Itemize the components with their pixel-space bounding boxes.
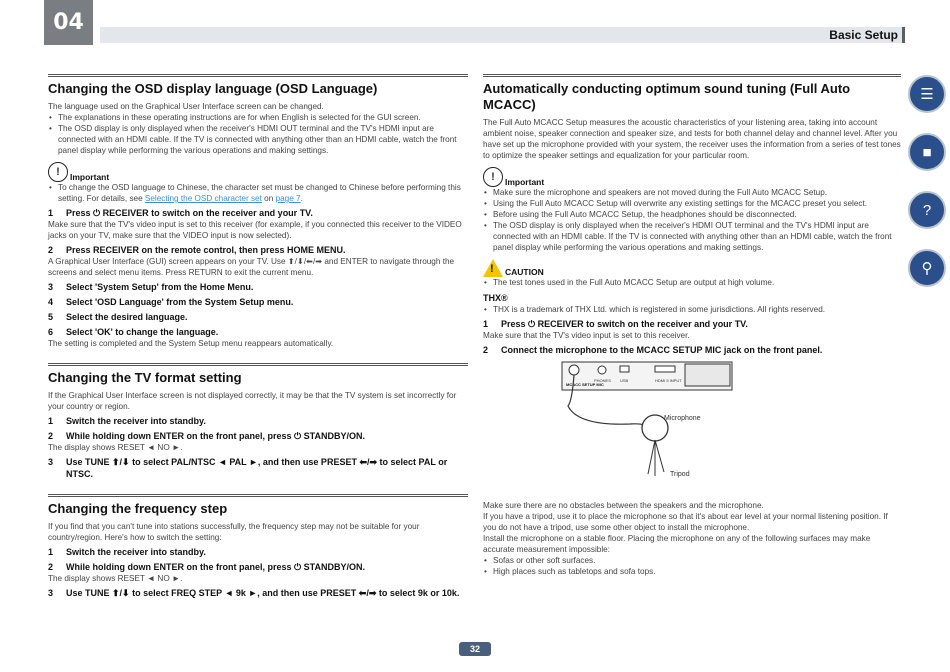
freq-section <box>48 494 468 599</box>
step: 1 Press ⏻ RECEIVER to switch on the receiver and your TV. <box>48 208 313 218</box>
after-note: If you have a tripod, use it to place the microphone so that it's about ear level at your normal listening position. If you do not have a tripod, use some other object to install the microphone. <box>483 512 888 532</box>
thx-bullet: • THX is a trademark of THX Ltd. which is registered in some jurisdictions. All rights reserved. <box>483 304 901 315</box>
step: 6 Select 'OK' to change the language. <box>48 327 219 337</box>
important-bullet: • The OSD display is only displayed when the receiver's HDMI OUT terminal and the TV's HDMI input are connected with an HDMI cable. If the TV is connected with anything other than an HDMI cable, watch the front panel display while performing the various operations and making settings. <box>483 220 901 253</box>
freq-title: Changing the frequency step <box>48 501 228 516</box>
osd-intro: The language used on the Graphical User Interface screen can be changed. <box>48 102 324 111</box>
important-bullet: • Make sure the microphone and speakers are not moved during the Full Auto MCACC Setup. <box>483 187 901 198</box>
after-note: Install the microphone on a stable floor. Placing the microphone on any of the following surfaces may make accurate measurement impossible: <box>483 534 871 554</box>
search-icon[interactable]: ⚲ <box>908 249 946 287</box>
panel-door <box>685 364 730 386</box>
step-note: The display shows RESET ◄ NO ►. <box>48 443 183 452</box>
mic-jack <box>569 365 579 375</box>
important-bullet: • To change the OSD language to Chinese, the character set must be changed to Chinese before performing this setting. For details, see Selecting the OSD character set on page 7. <box>48 182 468 204</box>
tripod-label: Tripod <box>670 471 690 478</box>
osd-section <box>48 74 468 349</box>
microphone-label: Microphone <box>664 415 701 422</box>
step: 2 Press RECEIVER on the remote control, then press HOME MENU. <box>48 245 346 255</box>
osd-charset-link[interactable]: Selecting the OSD character set <box>144 194 262 203</box>
important-icon: ! <box>483 167 503 187</box>
side-navigation <box>908 75 946 307</box>
step-note: A Graphical User Interface (GUI) screen appears on your TV. Use ⬆/⬇/⬅/➡ and ENTER to navigate through the screens and select menu items. Press RETURN to exit the current menu. <box>48 257 455 277</box>
thx-label: THX® <box>483 293 508 303</box>
step-note: Make sure that the TV's video input is set to this receiver. <box>483 331 690 340</box>
important-bullet: • Using the Full Auto MCACC Setup will overwrite any existing settings for the MCACC preset you select. <box>483 198 901 209</box>
important-icon: ! <box>48 162 68 182</box>
important-bullet: • Before using the Full Auto MCACC Setup, the headphones should be disconnected. <box>483 209 901 220</box>
step: 3 Use TUNE ⬆/⬇ to select PAL/NTSC ◄ PAL ►, and then use PRESET ⬅/➡ to select PAL or NTSC. <box>48 457 448 479</box>
page-title: Basic Setup <box>829 28 898 42</box>
surface-bullet: • Sofas or other soft surfaces. <box>483 555 901 566</box>
usb-port <box>620 366 629 372</box>
left-column <box>48 74 468 605</box>
tripod-leg <box>655 440 664 472</box>
after-note: Make sure there are no obstacles between the speakers and the microphone. <box>483 501 764 510</box>
mcacc-section <box>483 74 901 356</box>
book-icon[interactable]: ☰ <box>908 75 946 113</box>
step-note: The setting is completed and the System Setup menu reappears automatically. <box>48 339 334 348</box>
important-note <box>48 162 468 182</box>
osd-title: Changing the OSD display language (OSD Language) <box>48 81 378 96</box>
caution-bullet: • The test tones used in the Full Auto MCACC Setup are output at high volume. <box>483 277 901 288</box>
mcacc-intro: The Full Auto MCACC Setup measures the acoustic characteristics of your listening area, taking into account ambient noise, speaker connection and speaker size, and tests for both channel delay and channel level. After you have set up the microphone provided with your system, the receiver uses the information from a series of test tones to optimize the speaker settings and equalization for your particular room. <box>483 118 901 160</box>
tripod-leg <box>648 440 655 474</box>
receiver-icon[interactable]: ■ <box>908 133 946 171</box>
step: 1 Switch the receiver into standby. <box>48 547 206 557</box>
step: 1 Press ⏻ RECEIVER to switch on the receiver and your TV. <box>483 319 748 329</box>
microphone-setup-illustration <box>560 356 760 481</box>
caution-note <box>483 259 901 277</box>
page-link[interactable]: page 7 <box>275 194 301 203</box>
tv-title: Changing the TV format setting <box>48 370 242 385</box>
tv-intro: If the Graphical User Interface screen is not displayed correctly, it may be that the TV system is set incorrectly for your country or region. <box>48 391 457 411</box>
step: 1 Switch the receiver into standby. <box>48 416 206 426</box>
page-number: 32 <box>459 642 491 656</box>
right-column <box>483 74 901 577</box>
important-label: Important <box>70 172 110 182</box>
step: 2 While holding down ENTER on the front panel, press ⏻ STANDBY/ON. <box>48 562 365 572</box>
freq-intro: If you find that you can't tune into stations successfully, the frequency step may not be suitable for your country/region. Here's how to switch the setting: <box>48 522 420 542</box>
surface-bullet: • High places such as tabletops and sofa tops. <box>483 566 901 577</box>
step-note: Make sure that the TV's video input is set to this receiver (for example, if you connected this receiver to the VIDEO jacks on your TV, make sure that the VIDEO input is now selected). <box>48 220 462 240</box>
caution-icon: ! <box>483 259 503 277</box>
important-label: Important <box>505 177 545 187</box>
step: 3 Select 'System Setup' from the Home Menu. <box>48 282 254 292</box>
hdmi-label: HDMI 5 INPUT <box>655 378 682 383</box>
chapter-number: 04 <box>44 0 93 45</box>
phones-jack <box>598 366 606 374</box>
caution-label: CAUTION <box>505 267 544 277</box>
step-note: The display shows RESET ◄ NO ►. <box>48 574 183 583</box>
important-note <box>483 167 901 187</box>
hdmi-port <box>655 366 675 372</box>
mcacc-title: Automatically conducting optimum sound tuning (Full Auto MCACC) <box>483 81 851 112</box>
step: 2 While holding down ENTER on the front panel, press ⏻ STANDBY/ON. <box>48 431 365 441</box>
phones-label: PHONES <box>594 378 611 383</box>
step: 2 Connect the microphone to the MCACC SETUP MIC jack on the front panel. <box>483 345 823 355</box>
step: 3 Use TUNE ⬆/⬇ to select FREQ STEP ◄ 9k ►, and then use PRESET ⬅/➡ to select 9k or 10k. <box>48 588 460 598</box>
tv-section <box>48 363 468 480</box>
mcacc-jack-label: MCACC SETUP MIC <box>566 382 604 387</box>
step: 4 Select 'OSD Language' from the System Setup menu. <box>48 297 294 307</box>
usb-label: USB <box>620 378 629 383</box>
step: 5 Select the desired language. <box>48 312 188 322</box>
osd-bullet: • The OSD display is only displayed when the receiver's HDMI OUT terminal and the TV's HDMI input are connected with an HDMI cable. If the TV is connected with anything other than an HDMI cable, watch the front panel display while performing the various operations and making settings. <box>48 123 468 156</box>
help-icon[interactable]: ? <box>908 191 946 229</box>
header-bar <box>100 27 905 43</box>
osd-bullet: • The explanations in these operating instructions are for when English is selected for the GUI screen. <box>48 112 468 123</box>
